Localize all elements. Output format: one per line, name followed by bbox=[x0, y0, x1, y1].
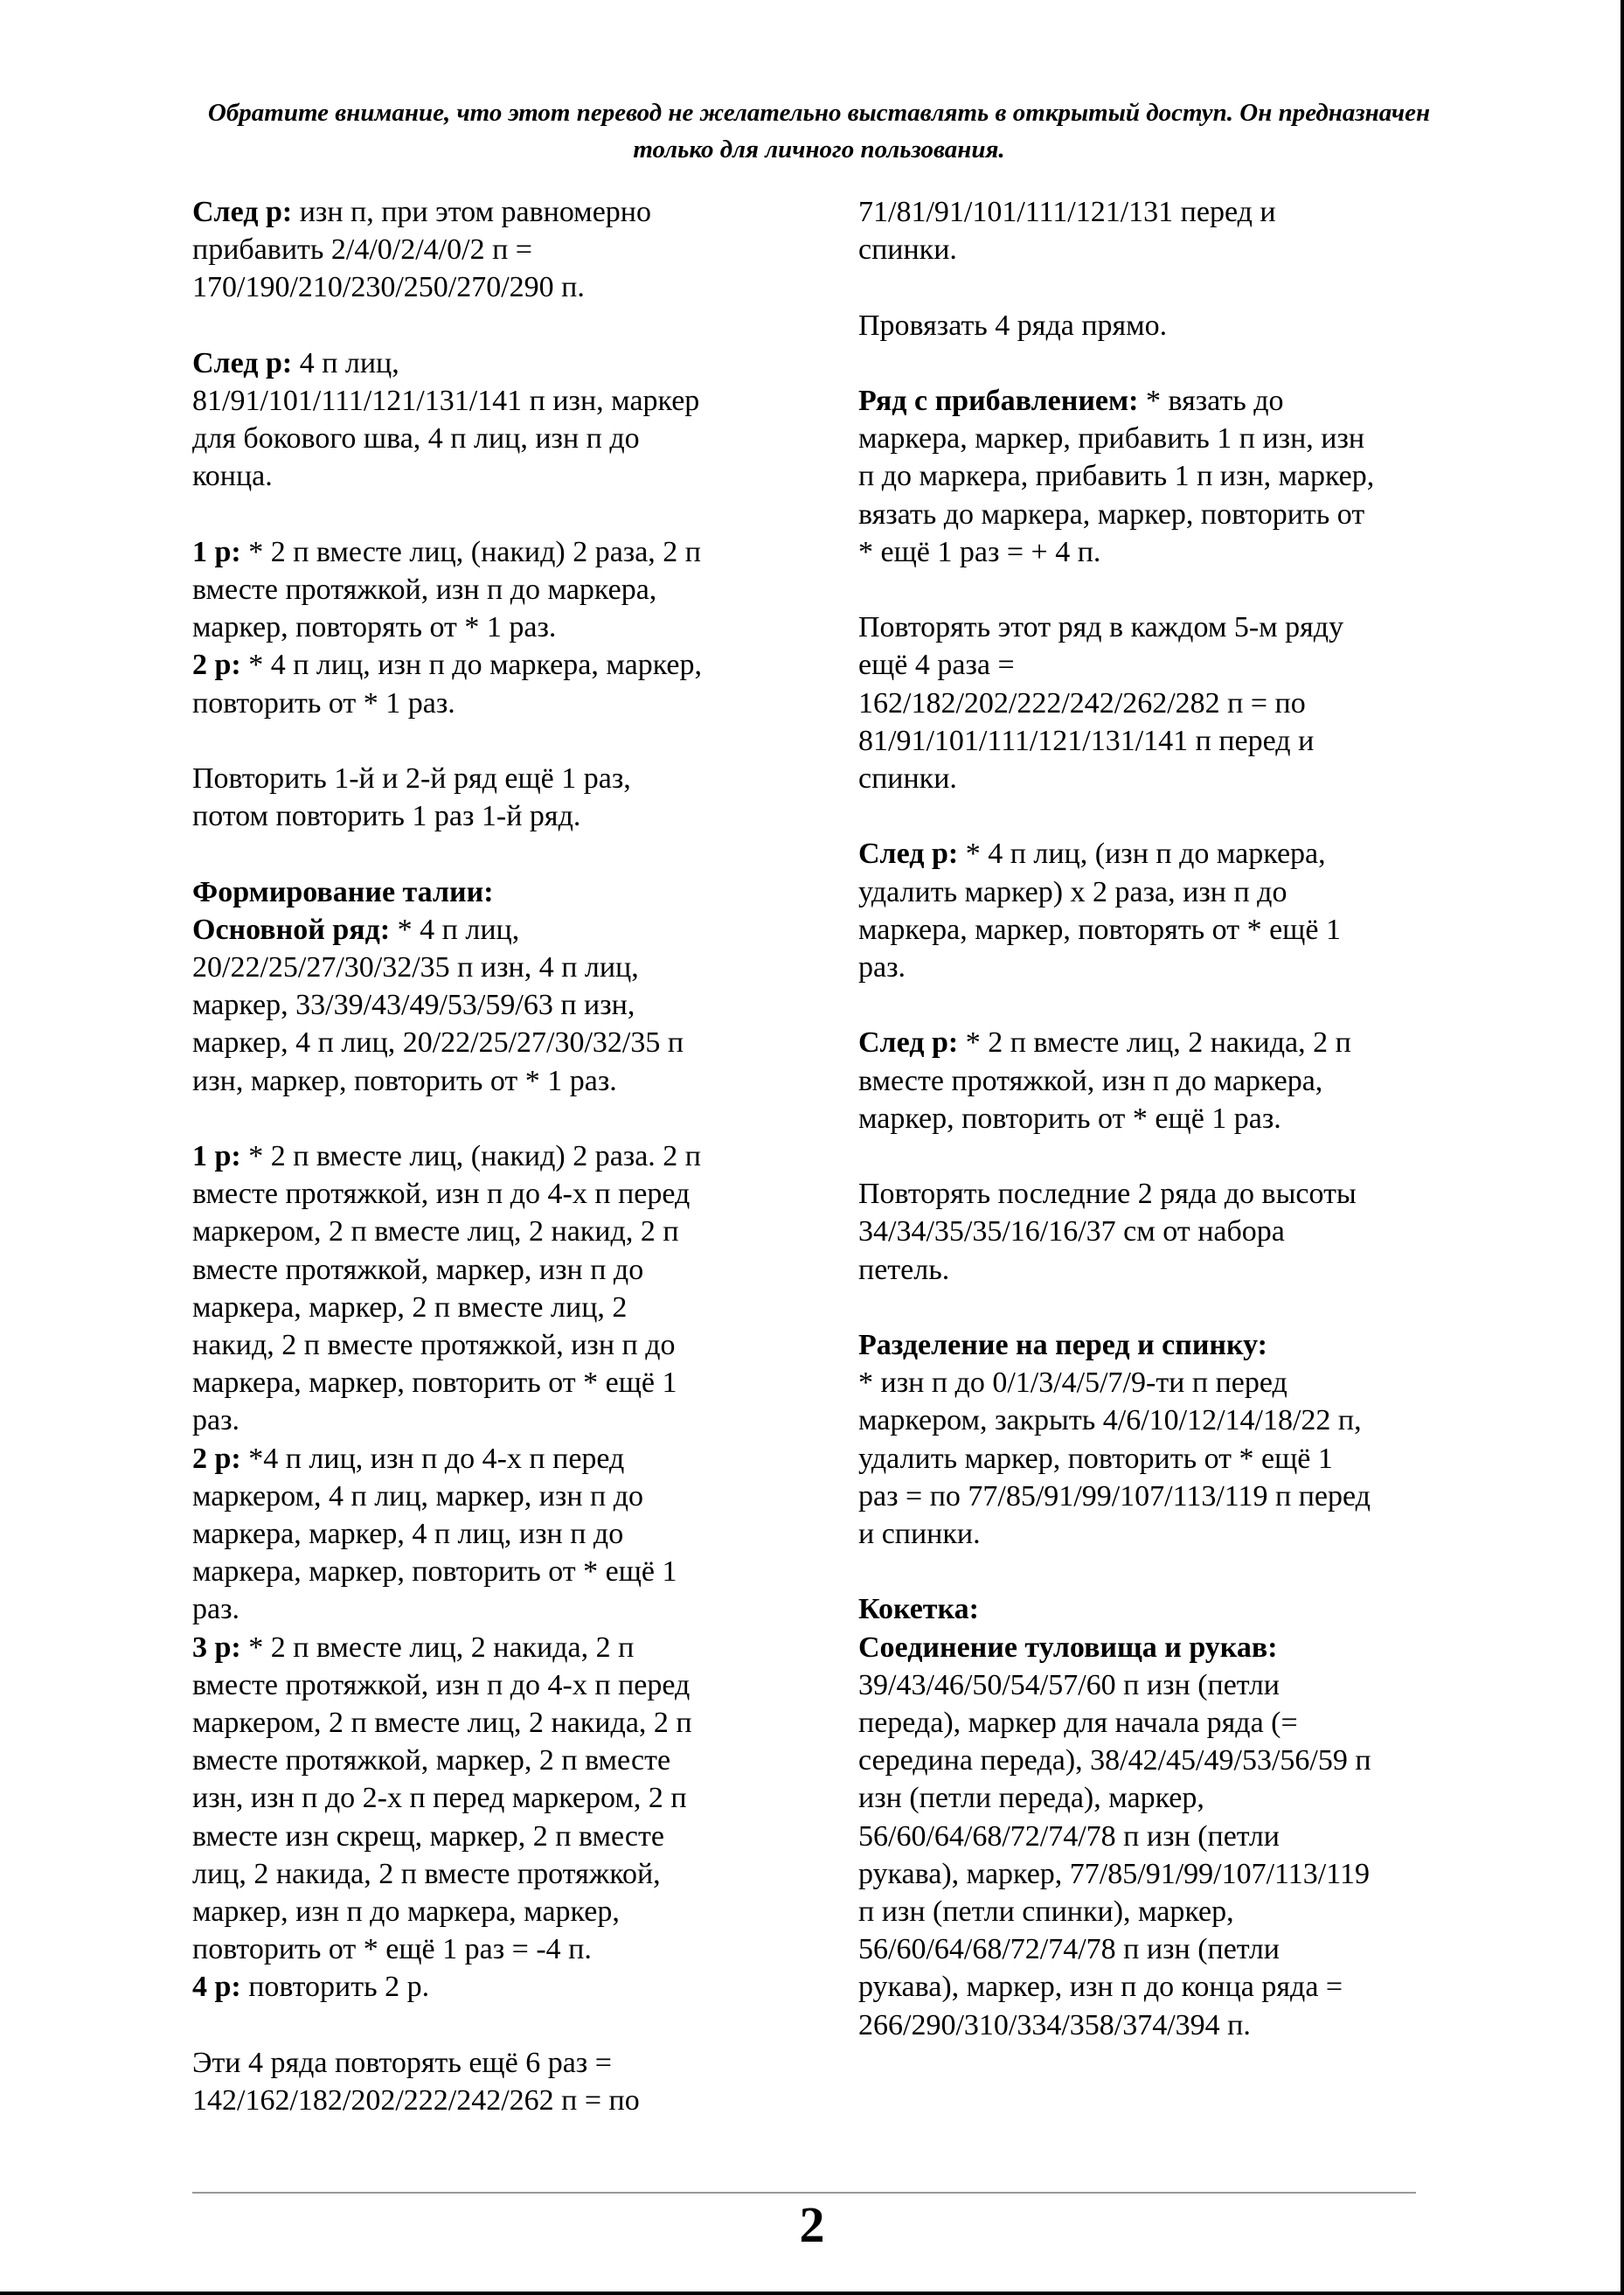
line-text: рукава), маркер, 77/85/91/99/107/113/119 bbox=[858, 1857, 1370, 1890]
paragraph-next-row-2 bbox=[192, 344, 769, 496]
text-line bbox=[192, 797, 769, 835]
text-line bbox=[858, 1213, 1435, 1250]
text-line bbox=[858, 307, 1435, 344]
text-line bbox=[192, 1590, 769, 1628]
text-line bbox=[858, 2006, 1435, 2044]
text-line bbox=[192, 760, 769, 797]
line-text: маркера, маркер, 4 п лиц, изн п до bbox=[192, 1518, 624, 1551]
line-text: *4 п лиц, изн п до 4-х п перед bbox=[240, 1442, 625, 1475]
text-line bbox=[858, 1779, 1435, 1817]
text-line bbox=[192, 646, 769, 684]
line-text: рукава), маркер, изн п до конца ряда = bbox=[858, 1971, 1343, 2004]
line-text: ещё 4 раза = bbox=[858, 649, 1015, 682]
text-line bbox=[858, 1175, 1435, 1213]
row-label: 2 р: bbox=[192, 649, 241, 682]
line-text: маркером, 4 п лиц, маркер, изн п до bbox=[192, 1479, 644, 1513]
text-line bbox=[858, 1968, 1435, 2006]
text-line bbox=[858, 1251, 1435, 1289]
waist-shaping-heading: Формирование талии: bbox=[192, 875, 494, 908]
line-text: маркером, 2 п вместе лиц, 2 накид, 2 п bbox=[192, 1215, 679, 1248]
text-line bbox=[192, 609, 769, 646]
line-text: маркером, 2 п вместе лиц, 2 накида, 2 п bbox=[192, 1707, 692, 1740]
row-label: След р: bbox=[858, 1026, 959, 1060]
line-text: маркер, 4 п лиц, 20/22/25/27/30/32/35 п bbox=[192, 1026, 684, 1060]
text-line bbox=[858, 1024, 1435, 1061]
paragraph-waist-row-1 bbox=[192, 1137, 769, 1440]
text-line bbox=[192, 1478, 769, 1515]
text-line bbox=[192, 193, 769, 231]
line-text: Провязать 4 ряда прямо. bbox=[858, 309, 1168, 342]
line-text: раз. bbox=[192, 1404, 240, 1437]
line-text: * 4 п лиц, bbox=[390, 913, 520, 946]
line-text: вместе протяжкой, изн п до маркера, bbox=[192, 574, 657, 606]
text-line bbox=[192, 1062, 769, 1100]
text-line bbox=[858, 646, 1435, 684]
text-line bbox=[192, 382, 769, 420]
line-text: * изн п до 0/1/3/4/5/7/9-ти п перед bbox=[858, 1367, 1287, 1400]
line-text: накид, 2 п вместе протяжкой, изн п до bbox=[192, 1329, 676, 1362]
text-line bbox=[858, 231, 1435, 268]
text-line bbox=[858, 1100, 1435, 1137]
paragraph-row-2 bbox=[192, 646, 769, 721]
text-line bbox=[192, 1666, 769, 1704]
text-line bbox=[192, 2082, 769, 2119]
text-line bbox=[858, 911, 1435, 949]
text-line bbox=[192, 1213, 769, 1250]
yoke-heading: Кокетка: bbox=[858, 1593, 979, 1626]
line-text: вместе протяжкой, маркер, изн п до bbox=[192, 1253, 644, 1286]
line-text: изн, маркер, повторить от * 1 раз. bbox=[192, 1064, 617, 1097]
text-line bbox=[192, 1289, 769, 1326]
join-body-sleeves-heading: Соединение туловища и рукав: bbox=[858, 1631, 1278, 1664]
line-text: маркера, маркер, прибавить 1 п изн, изн bbox=[858, 422, 1365, 456]
line-text: Повторить 1-й и 2-й ряд ещё 1 раз, bbox=[192, 762, 631, 795]
text-line bbox=[192, 911, 769, 949]
paragraph-repeat-to-height bbox=[858, 1175, 1435, 1289]
line-text: * 2 п вместе лиц, (накид) 2 раза, 2 п bbox=[240, 535, 702, 568]
paragraph-row-1 bbox=[192, 533, 769, 647]
row-label: 3 р: bbox=[192, 1631, 241, 1664]
line-text: 266/290/310/334/358/374/394 п. bbox=[858, 2008, 1251, 2041]
text-line bbox=[858, 873, 1435, 911]
line-text: п изн (петли спинки), маркер, bbox=[858, 1895, 1234, 1929]
line-text: 170/190/210/230/250/270/290 п. bbox=[192, 271, 585, 304]
paragraph-base-row bbox=[192, 911, 769, 1100]
line-text: повторить от * ещё 1 раз = -4 п. bbox=[192, 1933, 592, 1966]
text-line bbox=[858, 193, 1435, 231]
line-text: 162/182/202/222/242/262/282 п = по bbox=[858, 686, 1306, 720]
line-text: маркера, маркер, повторять от * ещё 1 bbox=[858, 913, 1341, 946]
row-label: 2 р: bbox=[192, 1442, 241, 1475]
line-text: 81/91/101/111/121/131/141 п изн, маркер bbox=[192, 385, 700, 417]
text-line bbox=[192, 1024, 769, 1061]
text-line bbox=[192, 986, 769, 1024]
text-line bbox=[858, 533, 1435, 571]
line-text: Повторять этот ряд в каждом 5-м ряду bbox=[858, 611, 1344, 644]
text-line bbox=[858, 722, 1435, 760]
line-text: вязать до маркера, маркер, повторить от bbox=[858, 497, 1365, 531]
text-line bbox=[858, 1893, 1435, 1930]
line-text: раз. bbox=[192, 1593, 240, 1626]
line-text: спинки. bbox=[858, 233, 957, 267]
line-text: лиц, 2 накида, 2 п вместе протяжкой, bbox=[192, 1857, 661, 1890]
paragraph-increase-row bbox=[858, 382, 1435, 571]
text-line bbox=[858, 457, 1435, 495]
line-text: вместе протяжкой, маркер, 2 п вместе bbox=[192, 1744, 671, 1777]
paragraph-repeat bbox=[192, 760, 769, 835]
line-text: маркера, маркер, 2 п вместе лиц, 2 bbox=[192, 1290, 628, 1324]
line-text: * вязать до bbox=[1138, 384, 1284, 417]
line-text: маркер, 33/39/43/49/53/59/63 п изн, bbox=[192, 989, 635, 1022]
divide-front-back-heading: Разделение на перед и спинку: bbox=[858, 1328, 1267, 1361]
line-text: переда), маркер для начала ряда (= bbox=[858, 1707, 1298, 1739]
row-label: След р: bbox=[858, 838, 959, 871]
text-line bbox=[858, 382, 1435, 420]
text-line bbox=[858, 685, 1435, 722]
paragraph-join-body-sleeves bbox=[858, 1666, 1435, 2044]
paragraph-repeat-6-times bbox=[192, 2044, 769, 2119]
text-line bbox=[192, 1704, 769, 1742]
row-label: 4 р: bbox=[192, 1971, 241, 2004]
footer-rule bbox=[192, 2192, 1416, 2194]
line-text: Эти 4 ряда повторять ещё 6 раз = bbox=[192, 2046, 612, 2079]
left-column bbox=[192, 193, 769, 2157]
text-line bbox=[858, 949, 1435, 986]
text-line bbox=[192, 1818, 769, 1855]
line-text: 56/60/64/68/72/74/78 п изн (петли bbox=[858, 1933, 1280, 1966]
text-line bbox=[192, 1779, 769, 1817]
text-line bbox=[192, 1629, 769, 1666]
text-line bbox=[192, 231, 769, 268]
text-line bbox=[858, 835, 1435, 873]
line-text: 142/162/182/202/222/242/262 п = по bbox=[192, 2084, 640, 2118]
text-line bbox=[858, 760, 1435, 797]
line-text: повторить от * 1 раз. bbox=[192, 686, 455, 720]
text-line bbox=[858, 1855, 1435, 1893]
paragraph-divide-front-back bbox=[858, 1364, 1435, 1553]
line-text: 4 п лиц, bbox=[292, 346, 399, 379]
line-text: 71/81/91/101/111/121/131 перед и bbox=[858, 196, 1276, 228]
line-text: вместе изн скрещ, маркер, 2 п вместе bbox=[192, 1819, 664, 1853]
page-border-right bbox=[1621, 0, 1624, 2295]
text-line bbox=[192, 949, 769, 986]
line-text: изн, изн п до 2-х п перед маркером, 2 п bbox=[192, 1782, 687, 1815]
paragraph-next-row-4 bbox=[858, 1024, 1435, 1137]
text-line bbox=[192, 268, 769, 306]
page-number: 2 bbox=[799, 2196, 825, 2253]
text-line bbox=[858, 420, 1435, 457]
row-label: След р: bbox=[192, 346, 293, 379]
text-line bbox=[858, 1478, 1435, 1515]
row-label: 1 р: bbox=[192, 1140, 241, 1172]
line-text: для бокового шва, 4 п лиц, изн п до bbox=[192, 422, 640, 456]
line-text: маркера, маркер, повторить от * ещё 1 bbox=[192, 1367, 677, 1400]
paragraph-waist-row-2 bbox=[192, 1440, 769, 1629]
line-text: маркер, повторить от * ещё 1 раз. bbox=[858, 1102, 1281, 1135]
paragraph-front-back-count bbox=[858, 193, 1435, 268]
text-line bbox=[192, 1742, 769, 1779]
text-line bbox=[858, 1440, 1435, 1478]
text-line bbox=[192, 1930, 769, 1968]
line-text: 20/22/25/27/30/32/35 п изн, 4 п лиц, bbox=[192, 951, 639, 984]
row-label: Основной ряд: bbox=[192, 913, 391, 946]
line-text: 39/43/46/50/54/57/60 п изн (петли bbox=[858, 1668, 1280, 1701]
paragraph-waist-row-3 bbox=[192, 1629, 769, 1969]
line-text: * ещё 1 раз = + 4 п. bbox=[858, 535, 1101, 568]
line-text: 81/91/101/111/121/131/141 п перед и bbox=[858, 724, 1315, 757]
translation-notice: Обратите внимание, что этот перевод не желательно выставлять в открытый доступ. Он предназначен только для личного пользования. bbox=[207, 99, 1431, 163]
line-text: конца. bbox=[192, 460, 273, 493]
text-line bbox=[192, 2044, 769, 2082]
text-line bbox=[858, 1666, 1435, 1704]
text-line bbox=[192, 344, 769, 382]
paragraph-repeat-every-5th bbox=[858, 609, 1435, 797]
right-column bbox=[858, 193, 1435, 2082]
text-line bbox=[858, 1704, 1435, 1742]
row-label: Ряд с прибавлением: bbox=[858, 384, 1139, 417]
line-text: повторить 2 р. bbox=[240, 1971, 430, 2004]
line-text: * 2 п вместе лиц, 2 накида, 2 п bbox=[958, 1026, 1351, 1060]
paragraph-next-row-1 bbox=[192, 193, 769, 307]
line-text: 56/60/64/68/72/74/78 п изн (петли bbox=[858, 1819, 1280, 1853]
text-line bbox=[192, 420, 769, 457]
text-line bbox=[858, 1062, 1435, 1100]
line-text: * 2 п вместе лиц, (накид) 2 раза. 2 п bbox=[240, 1140, 702, 1172]
text-line bbox=[858, 1364, 1435, 1401]
text-line bbox=[858, 1930, 1435, 1968]
line-text: спинки. bbox=[858, 762, 957, 795]
row-label: 1 р: bbox=[192, 535, 241, 568]
line-text: изн (петли переда), маркер, bbox=[858, 1782, 1204, 1815]
line-text: вместе протяжкой, изн п до 4-х п перед bbox=[192, 1178, 691, 1211]
line-text: прибавить 2/4/0/2/4/0/2 п = bbox=[192, 233, 532, 267]
line-text: п до маркера, прибавить 1 п изн, маркер, bbox=[858, 460, 1375, 493]
text-line bbox=[192, 1440, 769, 1478]
text-line bbox=[192, 1553, 769, 1590]
page-border-bottom bbox=[0, 2292, 1624, 2295]
text-line bbox=[192, 1401, 769, 1439]
text-line bbox=[192, 1326, 769, 1364]
line-text: и спинки. bbox=[858, 1518, 981, 1550]
text-line bbox=[858, 1401, 1435, 1439]
line-text: середина переда), 38/42/45/49/53/56/59 п bbox=[858, 1744, 1371, 1777]
line-text: изн п, при этом равномерно bbox=[292, 196, 651, 228]
line-text: маркера, маркер, повторить от * ещё 1 bbox=[192, 1555, 677, 1589]
line-text: маркером, закрыть 4/6/10/12/14/18/22 п, bbox=[858, 1404, 1362, 1437]
paragraph-waist-row-4 bbox=[192, 1968, 769, 2006]
text-line bbox=[192, 1137, 769, 1175]
line-text: маркер, повторять от * 1 раз. bbox=[192, 611, 557, 644]
line-text: вместе протяжкой, изн п до маркера, bbox=[858, 1064, 1323, 1097]
text-line bbox=[192, 457, 769, 495]
row-label: След р: bbox=[192, 196, 293, 228]
line-text: раз. bbox=[858, 951, 906, 984]
line-text: петель. bbox=[858, 1253, 950, 1286]
line-text: 34/34/35/35/16/16/37 см от набора bbox=[858, 1215, 1285, 1248]
line-text: * 4 п лиц, (изн п до маркера, bbox=[958, 838, 1326, 871]
paragraph-next-row-3 bbox=[858, 835, 1435, 986]
text-line bbox=[192, 1251, 769, 1289]
line-text: удалить маркер, повторить от * ещё 1 bbox=[858, 1442, 1333, 1475]
text-line bbox=[192, 571, 769, 609]
line-text: вместе протяжкой, изн п до 4-х п перед bbox=[192, 1668, 691, 1701]
text-line bbox=[192, 1893, 769, 1930]
text-line bbox=[858, 496, 1435, 533]
line-text: потом повторить 1 раз 1-й ряд. bbox=[192, 800, 581, 833]
text-line bbox=[858, 609, 1435, 646]
text-line bbox=[858, 1515, 1435, 1553]
line-text: удалить маркер) х 2 раза, изн п до bbox=[858, 875, 1287, 908]
text-line bbox=[192, 1968, 769, 2006]
line-text: Повторять последние 2 ряда до высоты bbox=[858, 1178, 1357, 1211]
text-line bbox=[192, 1364, 769, 1401]
text-line bbox=[192, 1175, 769, 1213]
line-text: * 4 п лиц, изн п до маркера, маркер, bbox=[240, 649, 702, 682]
text-line bbox=[192, 1515, 769, 1553]
line-text: раз = по 77/85/91/99/107/113/119 п перед bbox=[858, 1479, 1371, 1513]
text-line bbox=[858, 1818, 1435, 1855]
text-line bbox=[192, 533, 769, 571]
text-line bbox=[858, 1742, 1435, 1779]
line-text: * 2 п вместе лиц, 2 накида, 2 п bbox=[240, 1631, 635, 1664]
line-text: маркер, изн п до маркера, маркер, bbox=[192, 1895, 620, 1929]
text-line bbox=[192, 685, 769, 722]
paragraph-knit-straight bbox=[858, 307, 1435, 344]
text-line bbox=[192, 1855, 769, 1893]
